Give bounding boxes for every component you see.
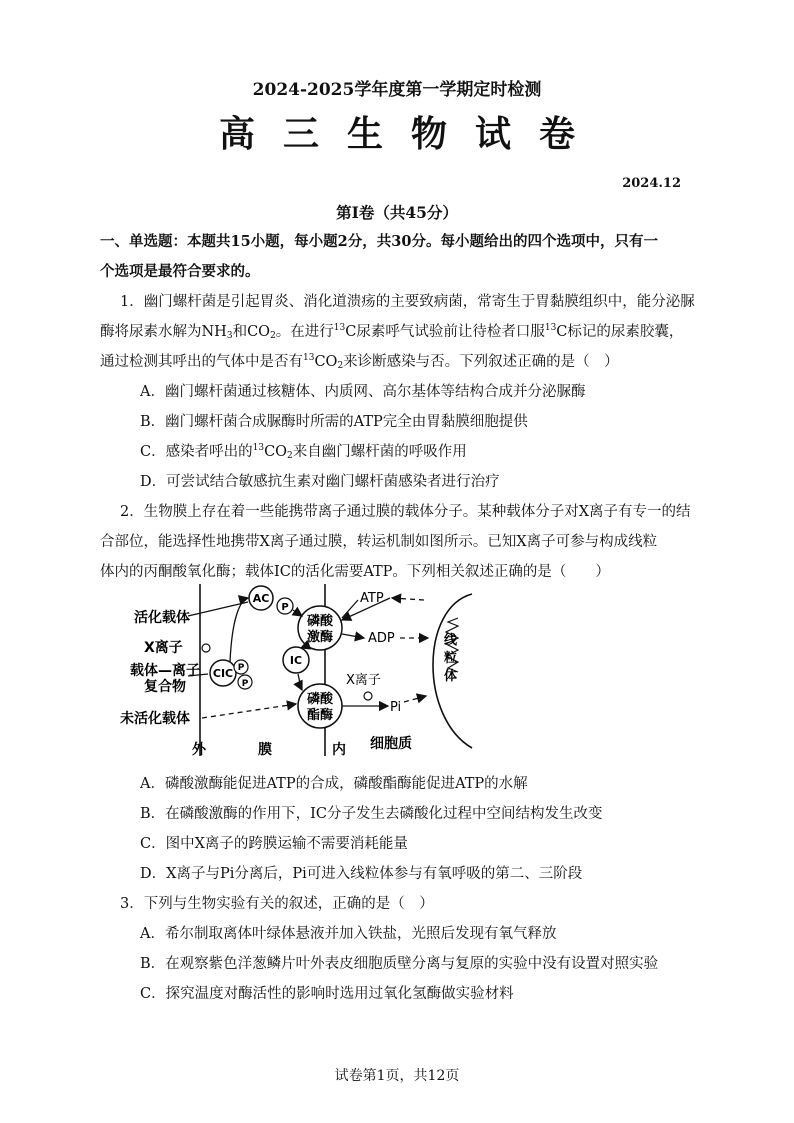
arrow-cic-to-ac	[230, 598, 248, 662]
label-kinase-line-1: 磷酸	[306, 614, 334, 629]
arrow-inactive-carrier	[202, 704, 296, 718]
q1-option-b: B．幽门螺杆菌合成脲酶时所需的ATP完全由胃黏膜细胞提供	[140, 414, 528, 430]
arrow-p-to-kinase	[293, 610, 302, 616]
q2-stem-line-3: 体内的丙酮酸氧化酶；载体IC的活化需要ATP。下列相关叙述正确的是（ ）	[100, 564, 610, 580]
label-activated-carrier: 活化载体	[134, 610, 190, 626]
label-atp: ATP	[360, 591, 384, 606]
q3-option-c: C．探究温度对酶活性的影响时选用过氧化氢酶做实验材料	[140, 986, 514, 1002]
label-adp: ADP	[368, 631, 395, 646]
atp-link	[342, 600, 358, 618]
q1-stem-line-1: 1．幽门螺杆菌是引起胃炎、消化道溃疡的主要致病菌，常寄生于胃黏膜组织中，能分泌脲	[120, 294, 695, 310]
q3-option-a: A．希尔制取离体叶绿体悬液并加入铁盐，光照后发现有氧气释放	[140, 926, 557, 942]
arrow-ic-to-phosphatase	[298, 674, 302, 690]
q2-stem-line-2: 合部位，能选择性地携带X离子通过膜，转运机制如图所示。已知X离子可参与构成线粒	[100, 534, 658, 550]
label-cytoplasm: 细胞质	[370, 736, 412, 752]
x-ion-left-dot	[202, 644, 210, 652]
arrow-mito-to-atp	[392, 598, 424, 600]
label-x-ion-right: X离子	[346, 673, 381, 688]
label-mito-2: 粒	[444, 651, 458, 666]
q2-option-b: B．在磷酸激酶的作用下，IC分子发生去磷酸化过程中空间结构发生改变	[140, 806, 603, 822]
q2-option-d: D．X离子与Pi分离后，Pi可进入线粒体参与有氧呼吸的第二、三阶段	[140, 866, 583, 882]
arrow-kinase-to-adp	[342, 634, 364, 638]
q3-option-b: B．在观察紫色洋葱鳞片叶外表皮细胞质壁分离与复原的实验中没有设置对照实验	[140, 956, 659, 972]
exam-year-line: 2024-2025学年度第一学期定时检测	[252, 80, 542, 100]
label-p-ac: P	[281, 602, 289, 613]
label-phosphatase-line-2: 酯酶	[306, 708, 334, 723]
q1-stem-line-2: 酶将尿素水解为$NH_3$和$CO_2$。在进行$^{13}$C尿素呼气试验前让待检者口服$^{13}$C标记的尿素胶囊，	[100, 323, 684, 341]
instructions-line-2: 个选项是最符合要求的。	[100, 263, 260, 280]
arrow-pi-to-mito	[404, 696, 426, 702]
q1-option-c: C．感染者呼出的$^{13}CO_2$来自幽门螺杆菌的呼吸作用	[140, 443, 467, 461]
q2-option-a: A．磷酸激酶能促进ATP的合成，磷酸酯酶能促进ATP的水解	[140, 776, 528, 792]
label-ic: IC	[289, 654, 303, 667]
label-complex-line-1: 载体—离子	[130, 663, 200, 679]
q1-stem-line-3: 通过检测其呼出的气体中是否有$^{13}CO_2$来诊断感染与否。下列叙述正确的是（ ）	[100, 353, 619, 371]
label-inside: 内	[332, 742, 346, 758]
q1-option-d: D．可尝试结合敏感抗生素对幽门螺杆菌感染者进行治疗	[140, 474, 500, 490]
page-footer: 试卷第1页，共12页	[334, 1068, 460, 1084]
label-pi: Pi	[390, 700, 402, 715]
q1-option-a: A．幽门螺杆菌通过核糖体、内质网、高尔基体等结构合成并分泌脲酶	[140, 384, 586, 400]
label-complex-line-2: 复合物	[144, 679, 186, 695]
carrier-transport-diagram	[120, 578, 480, 760]
section-header: 第Ⅰ卷（共45分）	[336, 203, 458, 222]
instructions-line-1: 一、单选题：本题共15小题，每小题2分，共30分。每小题给出的四个选项中，只有一	[100, 233, 658, 250]
label-outside: 外	[192, 742, 206, 758]
q2-stem-line-1: 2．生物膜上存在着一些能携带离子通过膜的载体分子。某种载体分子对X离子有专一的结	[120, 504, 691, 520]
label-cic: CIC	[212, 667, 234, 680]
label-membrane: 膜	[258, 742, 272, 758]
label-p-cic-lower: P	[241, 679, 249, 689]
label-phosphatase-line-1: 磷酸	[306, 692, 334, 707]
label-kinase-line-2: 激酶	[306, 630, 334, 645]
q3-stem: 3．下列与生物实验有关的叙述，正确的是（ ）	[120, 896, 434, 912]
exam-title: 高三生物试卷	[218, 113, 603, 155]
label-inactive-carrier: 未活化载体	[120, 711, 190, 727]
exam-date: 2024.12	[622, 176, 681, 191]
label-mito-1: 线	[444, 633, 458, 648]
label-mito-3: 体	[444, 669, 458, 684]
x-ion-right-dot	[364, 692, 372, 700]
arrow-kinase-to-ic	[301, 646, 306, 648]
label-p-cic-upper: P	[237, 663, 245, 673]
label-ac: AC	[252, 592, 270, 605]
q2-option-c: C．图中X离子的跨膜运输不需要消耗能量	[140, 836, 408, 852]
label-x-ion-left: X离子	[144, 640, 183, 656]
